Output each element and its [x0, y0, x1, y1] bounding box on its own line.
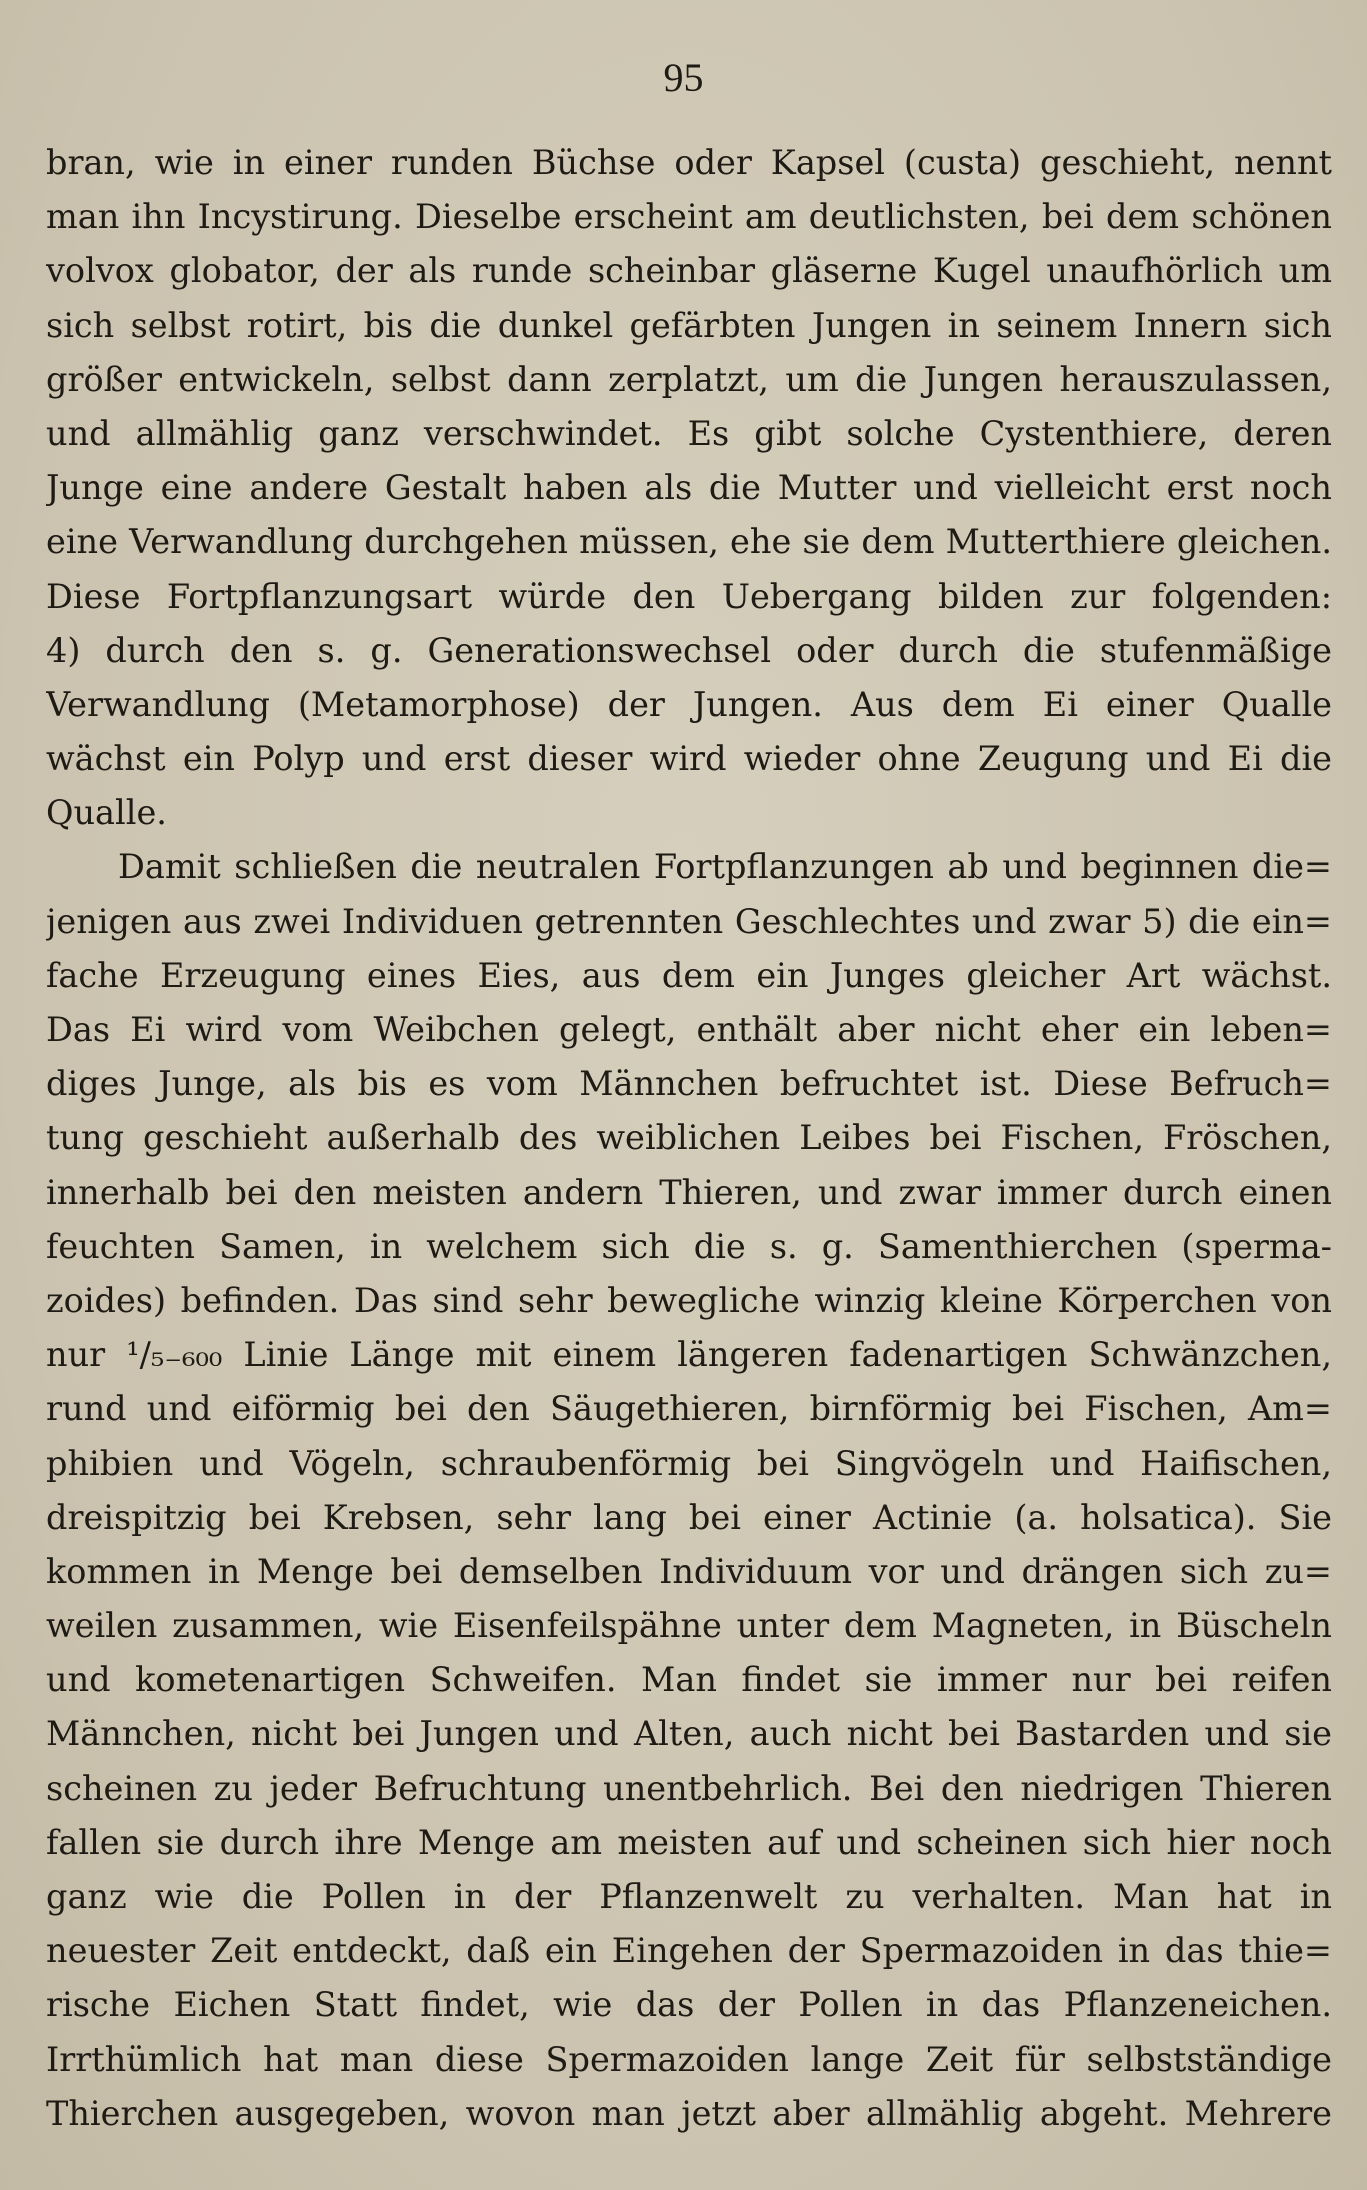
text-line: scheinen zu jeder Befruchtung unentbehrlich. Bei den niedrigen Thieren — [46, 1768, 1332, 1808]
text-line: kommen in Menge bei demselben Individuum vor und drängen sich zu= — [46, 1551, 1332, 1591]
text-line: und kometenartigen Schweifen. Man findet sie immer nur bei reifen — [46, 1660, 1332, 1700]
text-line: wächst ein Polyp und erst dieser wird wieder ohne Zeugung und Ei die — [46, 739, 1332, 779]
body-text — [46, 136, 1332, 2141]
text-line: Thierchen ausgegeben, wovon man jetzt aber allmählig abgeht. Mehrere — [46, 2093, 1332, 2133]
text-line: innerhalb bei den meisten andern Thieren, und zwar immer durch einen — [46, 1172, 1332, 1212]
text-line: Verwandlung (Metamorphose) der Jungen. Aus dem Ei einer Qualle — [46, 684, 1332, 724]
text-line: eine Verwandlung durchgehen müssen, ehe sie dem Mutterthiere gleichen. — [46, 522, 1332, 562]
page-number: 95 — [663, 55, 704, 100]
text-line: Das Ei wird vom Weibchen gelegt, enthält aber nicht eher ein leben= — [46, 1010, 1332, 1049]
text-line: fache Erzeugung eines Eies, aus dem ein Junges gleicher Art wächst. — [46, 955, 1332, 995]
text-line: Diese Fortpflanzungsart würde den Uebergang bilden zur folgenden: — [46, 576, 1332, 616]
text-line: rische Eichen Statt findet, wie das der Pollen in das Pflanzeneichen. — [46, 1985, 1332, 2025]
paragraph-end-line: Qualle. — [46, 793, 167, 833]
text-line: jenigen aus zwei Individuen getrennten Geschlechtes und zwar 5) die ein= — [46, 901, 1332, 941]
text-line: tung geschieht außerhalb des weiblichen Leibes bei Fischen, Fröschen, — [46, 1118, 1332, 1158]
text-line: Männchen, nicht bei Jungen und Alten, auch nicht bei Bastarden und sie — [46, 1714, 1332, 1754]
text-line: fallen sie durch ihre Menge am meisten auf und scheinen sich hier noch — [46, 1822, 1332, 1862]
text-line: und allmählig ganz verschwindet. Es gibt solche Cystenthiere, deren — [46, 413, 1332, 453]
paragraph-start-line: Damit schließen die neutralen Fortpflanzungen ab und beginnen die= — [118, 847, 1332, 887]
text-line: zoides) befinden. Das sind sehr bewegliche winzig kleine Körperchen von — [46, 1280, 1332, 1320]
text-line: neuester Zeit entdeckt, daß ein Eingehen der Spermazoiden in das thie= — [46, 1931, 1332, 1971]
text-line: Irrthümlich hat man diese Spermazoiden lange Zeit für selbstständige — [46, 2039, 1332, 2079]
text-line: 4) durch den s. g. Generationswechsel oder durch die stufenmäßige — [46, 630, 1332, 670]
text-line: bran, wie in einer runden Büchse oder Kapsel (custa) geschieht, nennt — [46, 143, 1332, 182]
text-line: größer entwickeln, selbst dann zerplatzt, um die Jungen herauszulassen, — [46, 359, 1332, 399]
text-line: phibien und Vögeln, schraubenförmig bei Singvögeln und Haifischen, — [46, 1443, 1332, 1483]
text-line: rund und eiförmig bei den Säugethieren, birnförmig bei Fischen, Am= — [46, 1389, 1332, 1429]
text-line: dreispitzig bei Krebsen, sehr lang bei einer Actinie (a. holsatica). Sie — [46, 1497, 1332, 1537]
text-line: sich selbst rotirt, bis die dunkel gefärbten Jungen in seinem Innern sich — [46, 305, 1332, 345]
text-line: Junge eine andere Gestalt haben als die Mutter und vielleicht erst noch — [46, 468, 1332, 508]
text-line: nur ¹/₅₋₆₀₀ Linie Länge mit einem längeren fadenartigen Schwänzchen, — [46, 1335, 1332, 1375]
text-line: man ihn Incystirung. Dieselbe erscheint am deutlichsten, bei dem schönen — [46, 197, 1332, 237]
text-line: diges Junge, als bis es vom Männchen befruchtet ist. Diese Befruch= — [46, 1064, 1332, 1104]
text-line: volvox globator, der als runde scheinbar gläserne Kugel unaufhörlich um — [46, 251, 1332, 291]
text-line: weilen zusammen, wie Eisenfeilspähne unter dem Magneten, in Büscheln — [46, 1606, 1332, 1646]
text-line: ganz wie die Pollen in der Pflanzenwelt zu verhalten. Man hat in — [46, 1877, 1332, 1916]
text-line: feuchten Samen, in welchem sich die s. g. Samenthierchen (sperma- — [46, 1226, 1332, 1266]
